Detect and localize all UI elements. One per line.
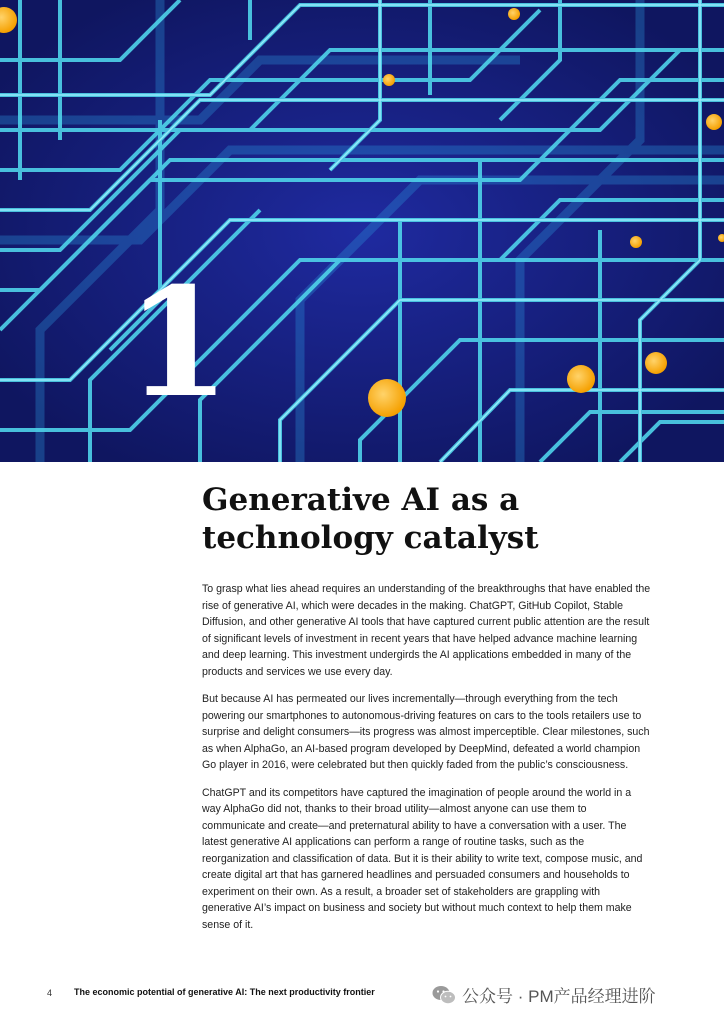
watermark (432, 982, 656, 1007)
chapter-number: 1 (126, 255, 231, 431)
watermark-text: 公众号 · PM产品经理进阶 (462, 987, 656, 1006)
hero-image (0, 0, 724, 462)
page-title (202, 481, 682, 557)
footer-page-number: 4 (47, 988, 53, 998)
wechat-icon (432, 985, 456, 1005)
paragraph-2: But because AI has permeated our lives incrementally—through everything from the tech powering our smartphones to autonomous-driving features on cars to the tools retailers use to surprise and delight consumers—its progress was almost imperceptible. Clear milestones, such as when AlphaGo, an AI-based program developed by DeepMind, defeated a world champion Go player in 2016, were celebrated but then quickly faded from the public’s consciousness. (202, 693, 650, 771)
title-line-2: technology catalyst (202, 520, 539, 556)
footer-report-title: The economic potential of generative AI: The next productivity frontier (74, 987, 375, 997)
paragraph-1: To grasp what lies ahead requires an understanding of the breakthroughs that have enabled the rise of generative AI, which were decades in the making. ChatGPT, GitHub Copilot, Stable Diffusion, and other generative AI tools that have captured current public attention are the result of significant levels of investment in recent years that have helped advance machine learning and deep learning. This investment undergirds the AI applications embedded in many of the products and services we use every day. (202, 583, 651, 678)
title-line-1: Generative AI as a (202, 482, 520, 518)
body-text (202, 581, 652, 944)
circuit-illustration (0, 0, 724, 462)
paragraph-3: ChatGPT and its competitors have captured the imagination of people around the world in a way AlphaGo did not, thanks to their broad utility—almost anyone can use them to communicate and create—and preternatural ability to have a conversation with a user. The latest generative AI applications can perform a range of routine tasks, such as the reorganization and classification of data. But it is their ability to write text, compose music, and create digital art that has garnered headlines and persuaded consumers and households to experiment on their own. As a result, a broader set of stakeholders are grappling with generative AI’s impact on business and society but without much context to help them make sense of it. (202, 786, 643, 931)
